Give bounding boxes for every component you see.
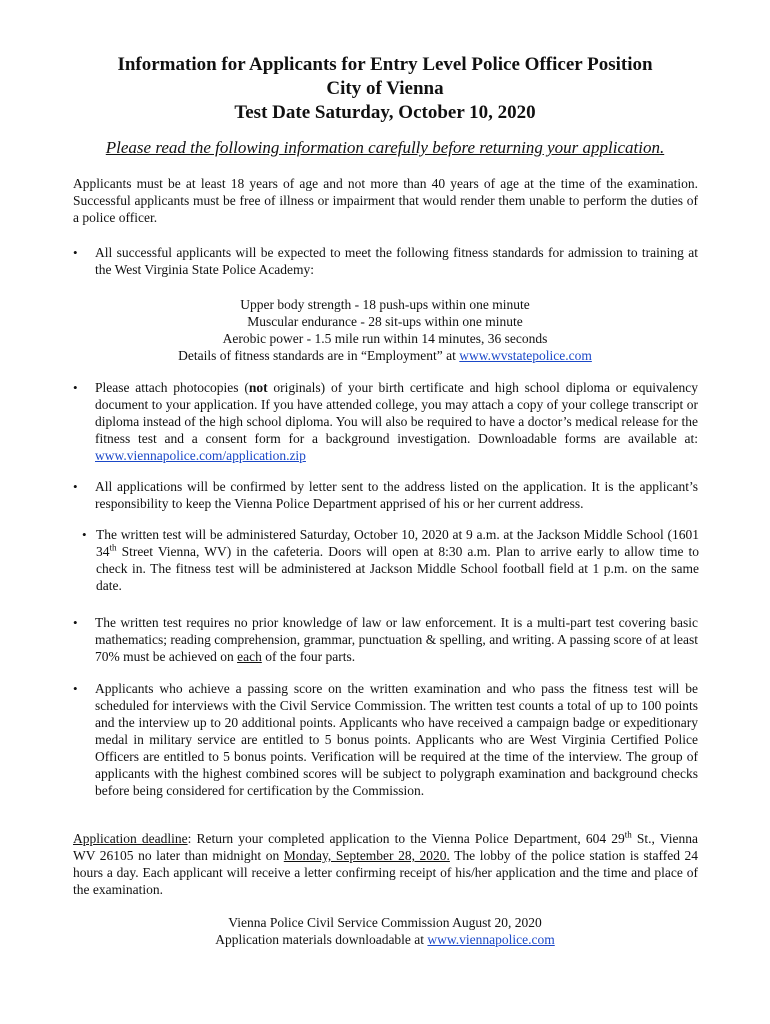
deadline-date: Monday, September 28, 2020. [283,848,450,863]
instruction-subtitle: Please read the following information carefully before returning your application. [105,138,665,157]
fitness-standards-paragraph: All successful applicants will be expected to meet the following fitness standards for admission to training at the West Virginia State Police Academy: [95,245,698,277]
requirements-text-2: of the four parts. [261,649,356,664]
documents-text-1: Please attach photocopies ( [95,380,249,395]
deadline-text-1: : Return your completed application to the Vienna Police Department, 604 29 [187,831,625,846]
test-date-heading: Test Date Saturday, October 10, 2020 [234,102,536,123]
fitness-line-run: Aerobic power - 1.5 mile run within 14 minutes, 36 seconds [222,331,548,346]
commission-date-line: Vienna Police Civil Service Commission August 20, 2020 [228,915,542,930]
fitness-details-line [0,347,770,364]
bullet-icon: • [73,245,78,260]
written-test-text-2: Street Vienna, WV) in the cafeteria. Doors will open at 8:30 a.m. Plan to arrive early to allow time to check in. The fitness test will be administered at Jackson Middle School football field at 1 p.m. on the same date. [96,544,699,593]
application-deadline-paragraph [73,830,698,898]
requirements-underline-each: each [237,649,262,664]
confirmation-paragraph: All applications will be confirmed by letter sent to the address listed on the application. It is the applicant’s responsibility to keep the Vienna Police Department apprised of his or her current address. [95,479,698,511]
bullet-icon: • [73,479,78,494]
fitness-details-text: Details of fitness standards are in “Employment” at [178,348,460,363]
bullet-icon: • [73,615,78,630]
documents-bold-not: not [248,380,268,395]
bullet-icon: • [73,681,78,696]
deadline-text-3: The lobby of the police station is staffed 24 hours a day. Each applicant will receive a letter confirming receipt of his/her application and the time and place of the examination. [73,848,698,897]
fitness-line-situps: Muscular endurance - 28 sit-ups within one minute [247,314,523,329]
interviews-paragraph: Applicants who achieve a passing score on the written examination and who pass the fitness test will be scheduled for interviews with the Civil Service Commission. The written test counts a total of up to 100 points and the interview up to 20 additional points. Applicants who have received a campaign badge or expeditionary medal in military service are entitled to 5 bonus points. Applicants who are West Virginia Certified Police Officers are entitled to 5 bonus points. Verification will be required at the time of the interview. The group of applicants with the highest combined scores will be subject to polygraph examination and background checks before being considered for certification by the Commission. [95,681,698,798]
wvstatepolice-link[interactable]: www.wvstatepolice.com [459,348,592,363]
materials-text: Application materials downloadable at [215,932,428,947]
written-test-text-1: The written test will be administered Saturday, October 10, 2020 at 9 a.m. at the Jackson Middle School (1601 34 [96,527,699,559]
deadline-text-2: St., Vienna WV 26105 no later than midnight on [73,831,698,863]
documents-text-2: originals) of your birth certificate and high school diploma or equivalency document to your application. If you have attended college, you may attach a copy of your college transcript or diploma instead of the high school diploma. You will also be required to have a doctor’s medical release for the fitness test and a consent form for a background investigation. Downloadable forms are available at: [95,380,698,446]
city-name: City of Vienna [326,78,444,99]
written-test-paragraph [96,526,699,594]
fitness-line-pushups: Upper body strength - 18 push-ups within one minute [240,297,530,312]
bullet-icon: • [82,527,87,542]
documents-paragraph [95,379,698,464]
deadline-sup: th [624,829,632,840]
materials-line [0,931,770,948]
written-test-sup: th [109,542,117,553]
deadline-label: Application deadline [73,831,188,846]
requirements-text-1: The written test requires no prior knowledge of law or law enforcement. It is a multi-part test covering basic mathematics; reading comprehension, grammar, punctuation & spelling, and writing. A passing score of at least 70% must be achieved on [95,615,698,664]
application-zip-link[interactable]: www.viennapolice.com/application.zip [95,448,306,463]
bullet-icon: • [73,380,78,395]
test-requirements-paragraph [95,614,698,665]
viennapolice-link[interactable]: www.viennapolice.com [427,932,555,947]
age-requirements-paragraph: Applicants must be at least 18 years of age and not more than 40 years of age at the time of the examination. Successful applicants must be free of illness or impairment that would render them unable to perform the duties of a police officer. [73,176,698,225]
document-title: Information for Applicants for Entry Level Police Officer Position [117,54,653,75]
